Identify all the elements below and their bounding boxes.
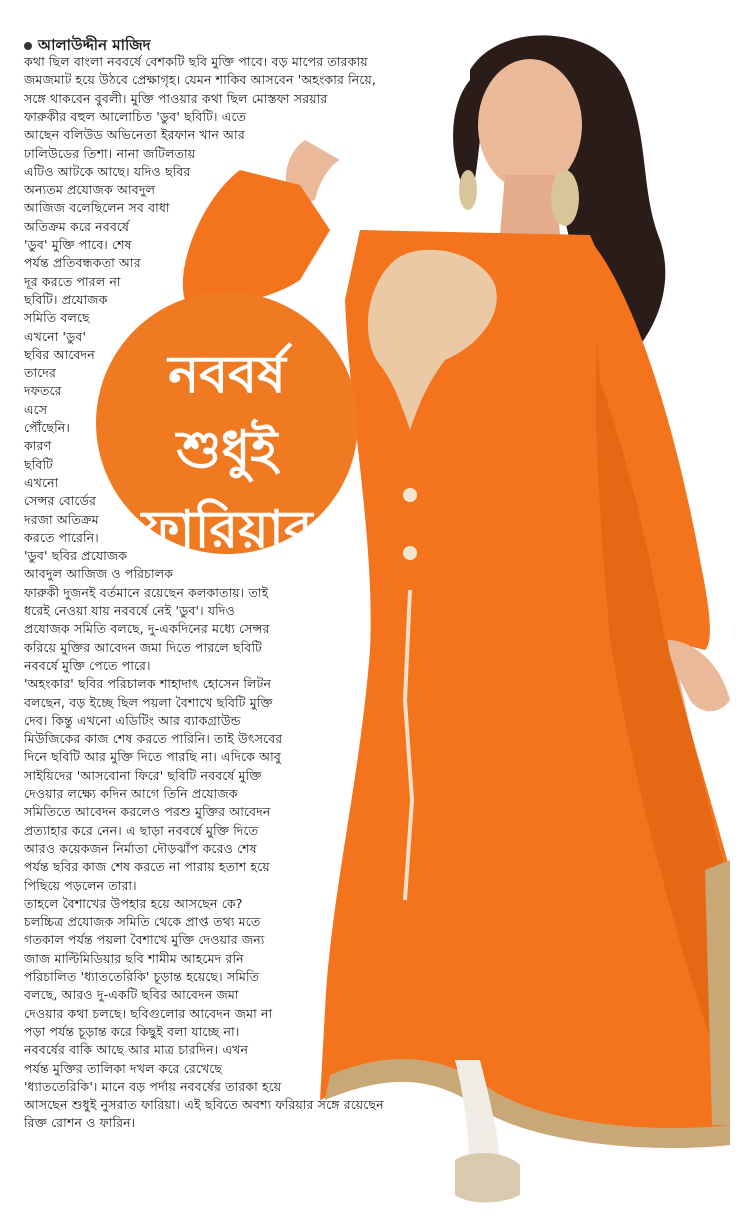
button-shape	[403, 488, 417, 502]
article-line: পিছিয়ে পড়লেন তারা।	[24, 877, 137, 893]
article-line: পৌঁছেনি।	[24, 420, 70, 435]
article-line: সঙ্গে থাকবেন বুবলী। মুক্তি পাওয়ার কথা ছিল মোস্তফা সরয়ার	[24, 90, 328, 106]
article-line: এখনো	[24, 474, 59, 490]
article-line: নববর্ষে মুক্তি পেতে পারে।	[24, 657, 151, 673]
article-line: করিয়ে মুক্তির আবেদন জমা দিতে পারলে ছবিটি	[24, 639, 263, 655]
article-line: দেব। কিন্তু এখনো এডিটিং আর ব্যাকগ্রাউন্ড	[24, 712, 241, 728]
article-line: বলছেন, বড় ইচ্ছে ছিল পয়লা বৈশাখে ছবিটি মুক্তি	[24, 694, 273, 710]
article-line: দেওয়ার কথা চলছে। ছবিগুলোর আবেদন জমা না	[24, 1005, 273, 1021]
article-line: প্রযোজক সমিতি বলছে, দু-একদিনের মধ্যে সেন্সর	[24, 621, 270, 637]
article-line: জমজমাট হয়ে উঠবে প্রেক্ষাগৃহ। যেমন শাকিব আসবেন 'অহংকার নিয়ে,	[24, 72, 376, 88]
article-line: আবদুল আজিজ ও পরিচালক	[24, 566, 174, 582]
article-line: 'অহংকার' ছবির পরিচালক শাহাদাৎ হোসেন লিটন	[24, 676, 272, 692]
article-line: দূর করতে পারল না	[24, 273, 121, 289]
article-line: পড়া পর্যন্ত চূড়ান্ত করে কিছুই বলা যাচ্ছে না।	[24, 1023, 240, 1039]
article-line: ছবিটি। প্রযোজক	[24, 291, 108, 307]
earring-left-shape	[459, 170, 477, 210]
article-line: ধরেই নেওয়া যায় নববর্ষে নেই 'ডুব'। যদিও	[24, 603, 235, 618]
headline-line-2: শুধুই	[176, 419, 278, 480]
article-line: বলছে, আরও দু-একটি ছবির আবেদন জমা	[24, 987, 239, 1003]
article-line: ছবিটি	[24, 456, 54, 472]
article-line: অতিক্রম করে নববর্ষে	[24, 218, 130, 234]
article-line: 'ধ্যাততেরিকি'। মানে বড় পর্দায় নববর্ষের তারকা হয়ে	[24, 1078, 282, 1094]
article-line: তাদের	[24, 365, 57, 381]
article-line: নববর্ষের বাকি আছে আর মাত্র চারদিন। এখন	[24, 1042, 249, 1058]
shoe-shape	[455, 1153, 520, 1202]
article-line: দিনে ছবিটি আর মুক্তি দিতে পারছি না। এদিকে আবু	[24, 749, 282, 765]
article-line: দেওয়ার লক্ষ্যে কদিন আগে তিনি প্রযোজক	[24, 786, 238, 801]
article-line: এটিও আটকে আছে। যদিও ছবির	[24, 163, 191, 179]
article-line: ফারুকী দুজনই বর্তমানে রয়েছেন কলকাতায়। তাই	[24, 584, 269, 600]
article-line: এসে	[24, 401, 48, 417]
author-name: আলাউদ্দীন মাজিদ	[38, 36, 151, 54]
article-line: 'ডুব' ছবির প্রযোজক	[24, 548, 128, 564]
article-line: সাইয়িদের 'আসবোনা ফিরে' ছবিটি নববর্ষে মুক্তি	[24, 767, 262, 783]
neck-shape	[500, 175, 560, 235]
article-line: আছেন বলিউড অভিনেতা ইরফান খান আর	[24, 127, 245, 143]
article-line: দফতরে	[24, 383, 62, 399]
article-line: সমিতি বলছে	[24, 310, 90, 326]
article-line: আরও কয়েকজন নির্মাতা দৌড়ঝাঁপ করেও শেষ	[24, 840, 257, 856]
article-line: করতে পারেনি।	[24, 529, 99, 545]
article-line: প্রত্যাহার করে নেন। এ ছাড়া নববর্ষে মুক্তি দিতে	[24, 822, 259, 838]
article-line: ছবির আবেদন	[24, 346, 95, 362]
article-line: রিক্ত রোশন ও ফারিন।	[24, 1115, 136, 1131]
article-line: আসছেন শুধুই নুসরাত ফারিয়া। এই ছবিতে অবশ্য ফরিয়ার সঙ্গে রয়েছেন	[24, 1097, 384, 1113]
article-line: অন্যতম প্রযোজক আবদুল	[24, 182, 156, 198]
article-line: আজিজ বলেছিলেন সব বাধা	[24, 200, 170, 216]
button-shape	[403, 546, 417, 560]
article-line: জাজ মাল্টিমিডিয়ার ছবি শামীম আহমেদ রনি	[24, 950, 244, 966]
article-line: পর্যন্ত প্রতিবন্ধকতা আর	[24, 255, 141, 271]
article-line: গতকাল পর্যন্ত পয়লা বৈশাখে মুক্তি দেওয়ার জন্য	[24, 932, 265, 948]
article-line: চলচ্চিত্র প্রযোজক সমিতি থেকে প্রাপ্ত তথ্য মতে	[24, 914, 261, 930]
headline-line-1: নববর্ষ	[168, 344, 286, 405]
article-line: কথা ছিল বাংলা নববর্ষে বেশকটি ছবি মুক্তি পাবে। বড় মাপের তারকায়	[24, 54, 368, 69]
earring-right-shape	[551, 170, 579, 226]
article-line: ঢালিউডের তিশা। নানা জটিলতায়	[24, 145, 196, 161]
article-line: সমিতিতে আবেদন করলেও পরশু মুক্তির আবেদন	[24, 804, 271, 820]
article-line: সেন্সর বোর্ডের	[24, 493, 96, 509]
article-line: এখনো 'ডুব'	[24, 328, 87, 344]
article-line: ফারুকীর বহুল আলোচিত 'ডুব' ছবিটি। এতে	[24, 108, 247, 124]
article-line: পর্যন্ত ছবির কাজ শেষ করতে না পারায় হতাশ হয়ে	[24, 859, 270, 875]
article-line: পর্যন্ত মুক্তির তালিকা দখল করে রেখেছে	[24, 1060, 223, 1076]
article-line: পরিচালিত 'ধ্যাততেরিকি' চূড়ান্ত হয়েছে। সমিতি	[24, 969, 260, 984]
article-line: তাহলে বৈশাখের উপহার হয়ে আসছেন কে?	[24, 895, 243, 911]
bullet-icon	[24, 42, 32, 50]
article-line: কারণ	[24, 438, 52, 454]
headline-line-3: ফারিয়ার	[141, 499, 313, 560]
article-line: দরজা অতিক্রম	[24, 511, 99, 527]
article-line: 'ডুব' মুক্তি পাবে। শেষ	[24, 237, 132, 252]
article-line: মিউজিকের কাজ শেষ করতে পারিনি। তাই উৎসবের	[24, 731, 283, 747]
